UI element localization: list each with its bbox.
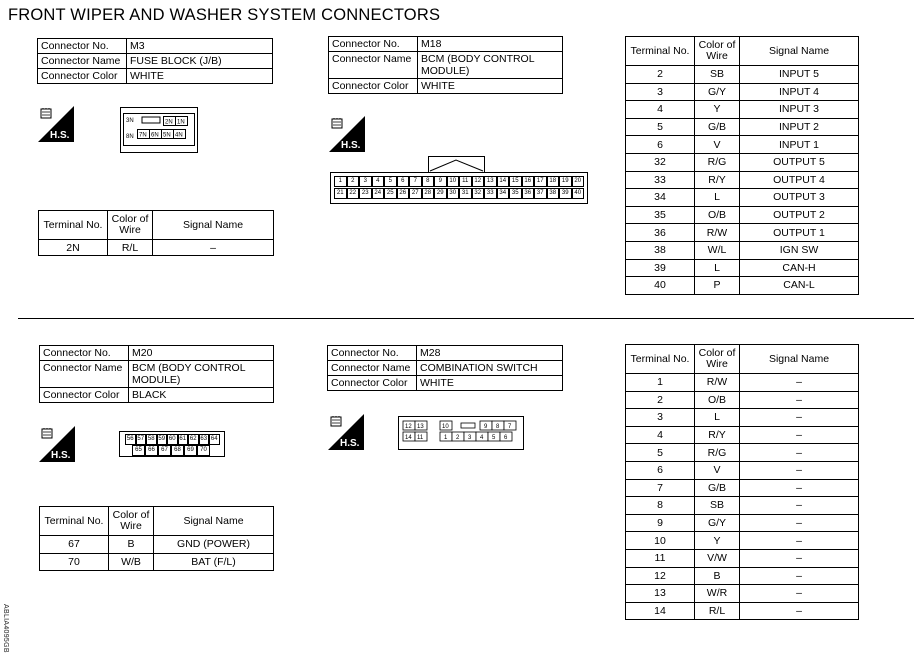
section-divider	[18, 318, 914, 319]
table-row	[626, 479, 859, 497]
wire-color-cell: R/Y	[695, 171, 740, 189]
terminal-cell: 36	[626, 224, 695, 242]
table-row	[626, 585, 859, 603]
svg-text:H.S.: H.S.	[340, 438, 360, 449]
connector-pin: 61	[178, 434, 189, 445]
terminal-cell: 7	[626, 479, 695, 497]
terminal-cell: 14	[626, 602, 695, 620]
terminal-cell: 8	[626, 497, 695, 515]
signal-name-cell: –	[740, 479, 859, 497]
signal-name-cell: –	[740, 585, 859, 603]
signal-name-cell: INPUT 1	[740, 136, 859, 154]
connector-pin: 37	[534, 188, 547, 199]
table-row	[626, 259, 859, 277]
connector-pin: 16	[522, 176, 535, 187]
signal-name-cell: INPUT 5	[740, 66, 859, 84]
svg-text:7N: 7N	[139, 132, 147, 139]
wire-color-cell: W/B	[109, 553, 154, 571]
svg-text:4N: 4N	[175, 132, 183, 139]
m28-connector-color: WHITE	[417, 376, 563, 391]
wire-color-cell: L	[695, 409, 740, 427]
terminal-cell: 10	[626, 532, 695, 550]
m18-info-table: Connector No. M18 Connector Name BCM (BODY CONTROL MODULE) Connector Color WHITE	[328, 36, 563, 94]
m28-connector-face	[398, 416, 524, 450]
connector-name-label: Connector Name	[38, 54, 127, 69]
connector-pin: 32	[472, 188, 485, 199]
connector-pin: 20	[572, 176, 585, 187]
wire-color-cell: V/W	[695, 549, 740, 567]
table-row	[626, 206, 859, 224]
connector-pin: 59	[157, 434, 168, 445]
terminal-cell: 13	[626, 585, 695, 603]
connector-pin: 36	[522, 188, 535, 199]
wire-color-cell: P	[695, 277, 740, 295]
hs-harness-side-icon	[38, 106, 74, 142]
connector-pin: 4	[372, 176, 385, 187]
m20-connector-name: BCM (BODY CONTROL MODULE)	[129, 361, 274, 388]
signal-name-cell: –	[740, 497, 859, 515]
table-row	[626, 171, 859, 189]
connector-pin: 34	[497, 188, 510, 199]
svg-text:12: 12	[405, 424, 412, 430]
wire-color-cell: R/W	[695, 374, 740, 392]
signal-name-cell: –	[740, 374, 859, 392]
connector-pin: 2	[347, 176, 360, 187]
svg-text:13: 13	[417, 424, 424, 430]
table-row	[626, 83, 859, 101]
signal-name-cell: –	[740, 444, 859, 462]
table-row	[626, 461, 859, 479]
connector-pin: 38	[547, 188, 560, 199]
connector-pin: 57	[136, 434, 147, 445]
terminal-cell: 33	[626, 171, 695, 189]
signal-name-cell: –	[740, 532, 859, 550]
svg-text:9: 9	[484, 424, 488, 430]
signal-name-cell: CAN-L	[740, 277, 859, 295]
terminal-cell: 9	[626, 514, 695, 532]
m20-signal-table: Terminal No. Color of Wire Signal Name 67 B GND (POWER) 70 W/B BAT (F/L)	[39, 506, 274, 571]
wire-color-cell: Y	[695, 101, 740, 119]
table-row	[626, 374, 859, 392]
connector-pin: 68	[171, 445, 184, 456]
m20-connector-face	[119, 431, 225, 457]
signal-name-cell: OUTPUT 3	[740, 189, 859, 207]
hs-harness-side-icon	[329, 116, 365, 152]
m3-signal-table: Terminal No. Color of Wire Signal Name 2N R/L –	[38, 210, 274, 256]
svg-text:H.S.: H.S.	[51, 450, 71, 461]
connector-pin: 15	[509, 176, 522, 187]
terminal-cell: 11	[626, 549, 695, 567]
svg-text:11: 11	[417, 435, 424, 441]
connector-pin: 17	[534, 176, 547, 187]
connector-pin: 18	[547, 176, 560, 187]
table-row	[626, 514, 859, 532]
svg-text:14: 14	[405, 435, 412, 441]
svg-text:3: 3	[468, 435, 472, 441]
signal-name-cell: –	[740, 549, 859, 567]
wire-color-cell: SB	[695, 66, 740, 84]
signal-name-cell: BAT (F/L)	[154, 553, 274, 571]
terminal-cell: 39	[626, 259, 695, 277]
wire-color-cell: R/Y	[695, 426, 740, 444]
signal-name-cell: –	[740, 514, 859, 532]
terminal-cell: 1	[626, 374, 695, 392]
connector-pin: 66	[145, 445, 158, 456]
table-row	[626, 602, 859, 620]
m3-info-table	[37, 38, 273, 84]
table-row	[626, 189, 859, 207]
signal-name-cell: INPUT 2	[740, 118, 859, 136]
m18-connector-name: BCM (BODY CONTROL MODULE)	[418, 52, 563, 79]
svg-text:2: 2	[456, 435, 460, 441]
signal-name-cell: OUTPUT 5	[740, 153, 859, 171]
terminal-cell: 32	[626, 153, 695, 171]
svg-text:8N: 8N	[126, 134, 134, 140]
svg-text:5: 5	[492, 435, 496, 441]
svg-text:7: 7	[508, 424, 512, 430]
wire-color-cell: SB	[695, 497, 740, 515]
terminal-cell: 40	[626, 277, 695, 295]
m28-signal-table: Terminal No. Color of Wire Signal Name 1 R/W – 2 O/B – 3 L – 4 R/Y – 5 R/G – 6 V – 7 G/B – 8 SB – 9 G/Y – 10 Y – 11 V/W – 12 B – 13 W/R – 14 R/L –	[625, 344, 859, 620]
terminal-cell: 2	[626, 66, 695, 84]
table-row	[626, 101, 859, 119]
m28-connector-no: M28	[417, 346, 563, 361]
wire-color-cell: R/G	[695, 444, 740, 462]
wire-color-cell: B	[695, 567, 740, 585]
table-row	[626, 444, 859, 462]
connector-pin: 56	[125, 434, 136, 445]
svg-text:H.S.: H.S.	[341, 140, 361, 151]
wire-color-cell: L	[695, 259, 740, 277]
terminal-cell: 34	[626, 189, 695, 207]
signal-name-cell: –	[740, 602, 859, 620]
table-row	[40, 536, 274, 554]
connector-pin: 29	[434, 188, 447, 199]
svg-text:3N: 3N	[126, 118, 134, 124]
connector-pin: 28	[422, 188, 435, 199]
connector-pin: 58	[146, 434, 157, 445]
connector-pin: 6	[397, 176, 410, 187]
svg-text:2N: 2N	[165, 119, 173, 126]
connector-pin: 31	[459, 188, 472, 199]
signal-name-cell: –	[740, 461, 859, 479]
m18-connector-face	[330, 156, 588, 204]
m18-connector-no: M18	[418, 37, 563, 52]
wire-color-cell: W/R	[695, 585, 740, 603]
svg-text:4: 4	[480, 435, 484, 441]
page-title: FRONT WIPER AND WASHER SYSTEM CONNECTORS	[8, 6, 441, 24]
connector-pin: 1	[334, 176, 347, 187]
signal-name-cell: GND (POWER)	[154, 536, 274, 554]
terminal-cell: 5	[626, 118, 695, 136]
signal-name-cell: OUTPUT 1	[740, 224, 859, 242]
connector-pin: 19	[559, 176, 572, 187]
svg-text:8: 8	[496, 424, 500, 430]
table-row	[626, 532, 859, 550]
connector-pin: 33	[484, 188, 497, 199]
wire-color-cell: R/G	[695, 153, 740, 171]
connector-pin: 9	[434, 176, 447, 187]
wire-color-cell: G/B	[695, 479, 740, 497]
figure-code: ABLIA4095GB	[2, 604, 9, 653]
wire-color-cell: V	[695, 461, 740, 479]
connector-pin: 3	[359, 176, 372, 187]
svg-text:6: 6	[504, 435, 508, 441]
connector-pin: 14	[497, 176, 510, 187]
connector-pin: 63	[199, 434, 210, 445]
wire-color-cell: Y	[695, 532, 740, 550]
terminal-cell: 35	[626, 206, 695, 224]
connector-pin: 21	[334, 188, 347, 199]
connector-pin: 30	[447, 188, 460, 199]
connector-pin: 24	[372, 188, 385, 199]
signal-name-cell: OUTPUT 2	[740, 206, 859, 224]
connector-pin: 25	[384, 188, 397, 199]
table-row	[626, 66, 859, 84]
signal-name-cell: –	[740, 426, 859, 444]
m3-connector-color: WHITE	[127, 69, 273, 84]
m18-connector-color: WHITE	[418, 79, 563, 94]
wire-color-cell: G/Y	[695, 514, 740, 532]
signal-name-cell: OUTPUT 4	[740, 171, 859, 189]
connector-pin: 22	[347, 188, 360, 199]
wire-color-cell: G/B	[695, 118, 740, 136]
connector-pin: 64	[209, 434, 220, 445]
terminal-cell: 6	[626, 136, 695, 154]
wire-color-cell: O/B	[695, 206, 740, 224]
connector-pin: 26	[397, 188, 410, 199]
wire-color-cell: R/W	[695, 224, 740, 242]
connector-color-label: Connector Color	[38, 69, 127, 84]
signal-name-cell: –	[740, 409, 859, 427]
table-row: 2N R/L –	[39, 240, 274, 256]
table-row	[626, 391, 859, 409]
signal-name-cell: CAN-H	[740, 259, 859, 277]
m18-signal-table: Terminal No. Color of Wire Signal Name 2 SB INPUT 5 3 G/Y INPUT 4 4 Y INPUT 3 5 G/B INPUT 2 6 V INPUT 1 32 R/G OUTPUT 5 33 R/Y OUTPUT 4 34 L OUTPUT 3 35 O/B OUTPUT 2 36 R/W OUTPUT 1 38 W/L IGN SW 39 L CAN-H 40 P CAN-L	[625, 36, 859, 295]
terminal-cell: 2	[626, 391, 695, 409]
signal-name-cell: INPUT 4	[740, 83, 859, 101]
table-row	[626, 567, 859, 585]
terminal-cell: 4	[626, 101, 695, 119]
svg-text:H.S.: H.S.	[50, 130, 70, 141]
terminal-cell: 3	[626, 83, 695, 101]
connector-pin: 65	[132, 445, 145, 456]
connector-pin: 7	[409, 176, 422, 187]
table-row	[626, 549, 859, 567]
signal-name-cell: IGN SW	[740, 241, 859, 259]
connector-pin: 5	[384, 176, 397, 187]
signal-name-cell: –	[740, 391, 859, 409]
table-row	[626, 409, 859, 427]
terminal-cell: 4	[626, 426, 695, 444]
connector-pin: 69	[184, 445, 197, 456]
svg-text:1: 1	[444, 435, 448, 441]
hs-harness-side-icon	[39, 426, 75, 462]
svg-text:1N: 1N	[177, 119, 185, 126]
m28-info-table: Connector No. M28 Connector Name COMBINATION SWITCH Connector Color WHITE	[327, 345, 563, 391]
wire-color-cell: R/L	[695, 602, 740, 620]
connector-pin: 60	[167, 434, 178, 445]
connector-pin: 11	[459, 176, 472, 187]
table-row	[40, 553, 274, 571]
wire-color-cell: B	[109, 536, 154, 554]
m3-connector-name: FUSE BLOCK (J/B)	[127, 54, 273, 69]
hs-harness-side-icon	[328, 414, 364, 450]
connector-pin: 10	[447, 176, 460, 187]
connector-pin: 62	[188, 434, 199, 445]
connector-pin: 40	[572, 188, 585, 199]
connector-pin: 13	[484, 176, 497, 187]
terminal-cell: 6	[626, 461, 695, 479]
table-row	[626, 426, 859, 444]
table-row	[626, 118, 859, 136]
table-row	[626, 497, 859, 515]
table-row	[626, 136, 859, 154]
table-row	[626, 153, 859, 171]
table-row	[626, 277, 859, 295]
connector-pin: 27	[409, 188, 422, 199]
signal-name-cell: –	[740, 567, 859, 585]
m20-connector-no: M20	[129, 346, 274, 361]
wire-color-cell: V	[695, 136, 740, 154]
m20-info-table: Connector No. M20 Connector Name BCM (BODY CONTROL MODULE) Connector Color BLACK	[39, 345, 274, 403]
connector-pin: 35	[509, 188, 522, 199]
table-row	[626, 241, 859, 259]
wire-color-cell: G/Y	[695, 83, 740, 101]
wire-color-cell: L	[695, 189, 740, 207]
wire-color-cell: O/B	[695, 391, 740, 409]
terminal-cell: 3	[626, 409, 695, 427]
connector-pin: 8	[422, 176, 435, 187]
connector-pin: 12	[472, 176, 485, 187]
connector-no-label: Connector No.	[38, 39, 127, 54]
terminal-cell: 67	[40, 536, 109, 554]
table-row	[626, 224, 859, 242]
m3-connector-face	[120, 107, 198, 153]
m20-connector-color: BLACK	[129, 388, 274, 403]
signal-name-cell: INPUT 3	[740, 101, 859, 119]
terminal-cell: 12	[626, 567, 695, 585]
terminal-cell: 5	[626, 444, 695, 462]
wire-color-cell: W/L	[695, 241, 740, 259]
m28-connector-name: COMBINATION SWITCH	[417, 361, 563, 376]
m3-connector-no: M3	[127, 39, 273, 54]
connector-pin: 67	[158, 445, 171, 456]
connector-pin: 39	[559, 188, 572, 199]
svg-text:5N: 5N	[163, 132, 171, 139]
svg-text:6N: 6N	[151, 132, 159, 139]
terminal-cell: 38	[626, 241, 695, 259]
connector-pin: 70	[197, 445, 210, 456]
svg-text:10: 10	[442, 424, 449, 430]
connector-pin: 23	[359, 188, 372, 199]
terminal-cell: 70	[40, 553, 109, 571]
